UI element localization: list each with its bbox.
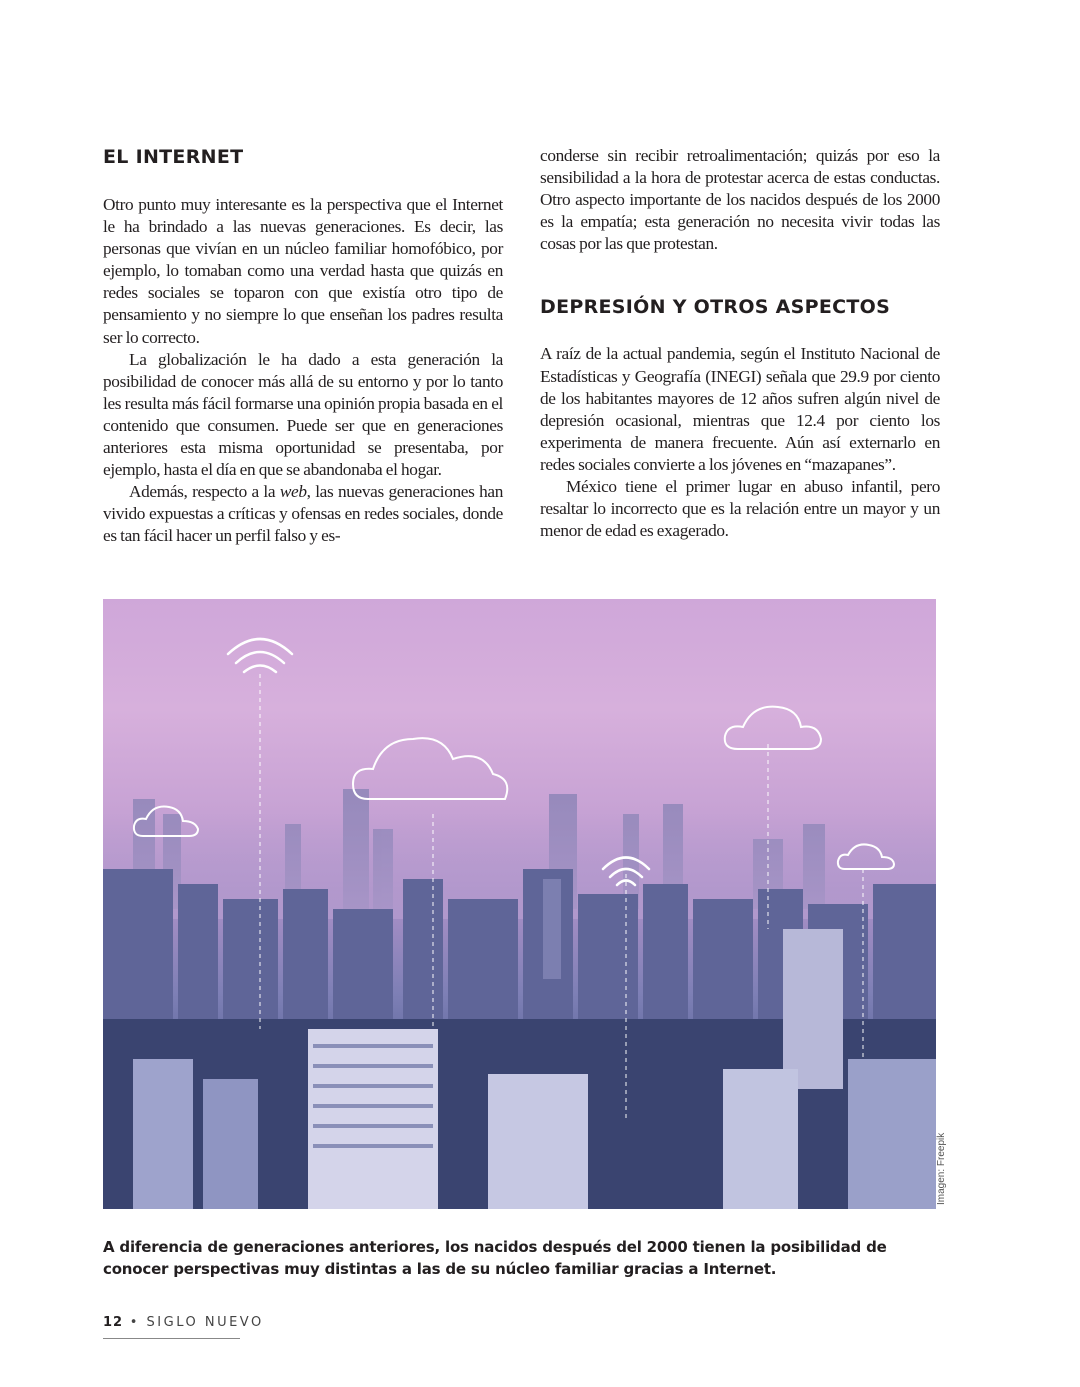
page-number: 12	[103, 1315, 124, 1330]
magazine-name: SIGLO NUEVO	[146, 1315, 264, 1330]
cloud-icon	[353, 738, 507, 799]
footer-rule	[103, 1338, 240, 1339]
paragraph-text: , las nuevas generaciones han vivido expuestas a críticas y ofensas en redes sociales, donde es tan fácil hacer un perfil falso y es-	[103, 482, 503, 546]
paragraph	[103, 481, 503, 547]
paragraph: conderse sin recibir retroalimentación; quizás por eso la sensibilidad a la hora de protestar acerca de estas conductas. Otro aspecto importante de los nacidos después de los 2000 es la empatía; esta generación no necesita vivir todas las cosas por las que protestan.	[540, 146, 940, 254]
paragraph: La globalización le ha dado a esta generación la posibilidad de conocer más allá de su entorno y por lo tanto les resulta más fácil formarse una opinión propia basada en el contenido que consumen. Puede ser que en generaciones anteriores esta misma oportunidad se presentaba, por ejemplo, hasta el día en que se abandonaba el hogar.	[103, 349, 503, 480]
footer-separator: •	[129, 1315, 140, 1330]
emphasis-text: web	[279, 482, 307, 502]
paragraph-text: Además, respecto a la	[129, 482, 280, 502]
image-credit: Imagen: Freepik	[936, 1132, 947, 1205]
paragraph: Otro punto muy interesante es la perspectiva que el Internet le ha brindado a las nuevas generaciones. Es decir, las personas que vivían en un núcleo familiar homofóbico, por ejemplo, lo tomaban como una verdad hasta que quizás en redes sociales se toparon con que existía otro tipo de pensamiento y no siempre lo que enseñan los padres resulta ser lo correcto.	[103, 195, 503, 347]
city-skyline-photo	[103, 599, 936, 1209]
paragraph: A raíz de la actual pandemia, según el Instituto Nacional de Estadísticas y Geografía (INEGI) señala que 29.9 por ciento de los habitantes mayores de 12 años sufren algún nivel de depresión ocasional, mientras que 12.4 por ciento los experimenta de manera frecuente. Aún así externarlo en redes sociales convierte a los jóvenes en “mazapanes”.	[540, 344, 940, 474]
cloud-icon	[725, 707, 821, 749]
right-column	[540, 145, 940, 542]
page-footer	[103, 1315, 264, 1330]
photo-caption: A diferencia de generaciones anteriores, los nacidos después del 2000 tienen la posibilidad de conocer perspectivas muy distintas a las de su núcleo familiar gracias a Internet.	[103, 1238, 887, 1278]
wifi-icon	[228, 639, 292, 672]
section-heading-depresion: DEPRESIÓN Y OTROS ASPECTOS	[540, 296, 891, 319]
section-heading-internet: EL INTERNET	[103, 146, 244, 168]
paragraph: México tiene el primer lugar en abuso infantil, pero resaltar lo incorrecto que es la relación entre un mayor y un menor de edad es exagerado.	[540, 477, 940, 541]
left-column	[103, 145, 503, 548]
city-skyline-illustration	[103, 599, 936, 1209]
